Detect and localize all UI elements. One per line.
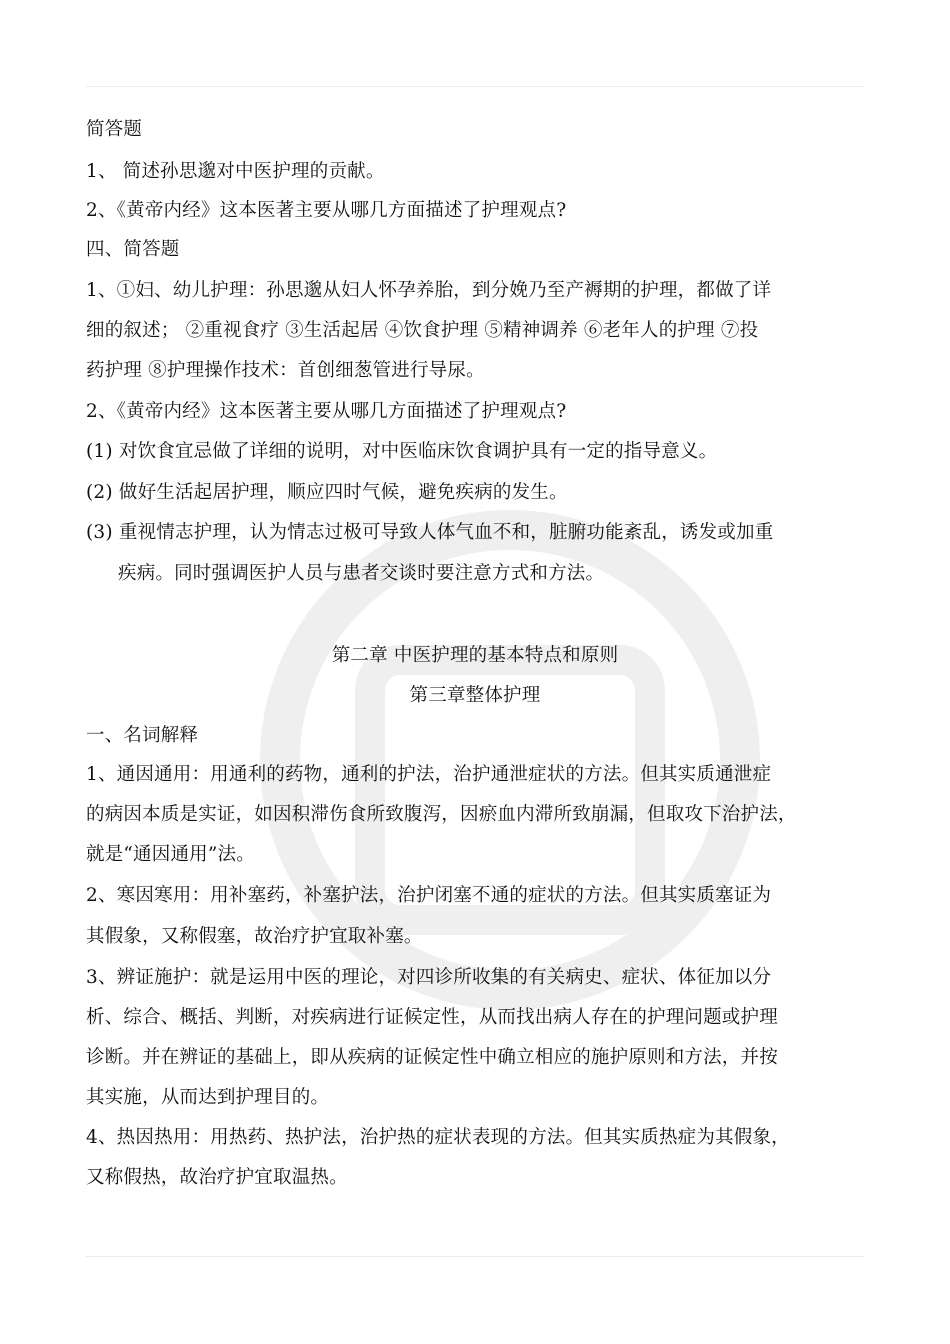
answer-line: (1) 对饮食宜忌做了详细的说明，对中医临床饮食调护具有一定的指导意义。 — [86, 441, 718, 462]
term-definition-line: 4、热因热用：用热药、热护法，治护热的症状表现的方法。但其实质热症为其假象， — [86, 1127, 790, 1148]
section-heading-terms: 一、名词解释 — [86, 725, 199, 746]
top-divider — [86, 86, 864, 87]
answer-line: 1、①妇、幼儿护理：孙思邈从妇人怀孕养胎，到分娩乃至产褥期的护理，都做了详 — [86, 280, 772, 301]
section-heading-short-answer: 简答题 — [86, 119, 143, 140]
question-line: 2、《黄帝内经》这本医著主要从哪几方面描述了护理观点? — [86, 200, 567, 221]
answer-line: 药护理 ⑧护理操作技术：首创细葱管进行导尿。 — [86, 360, 485, 381]
term-definition-line: 析、综合、概括、判断，对疾病进行证候定性，从而找出病人存在的护理问题或护理 — [86, 1007, 778, 1028]
answer-line: 细的叙述； ②重视食疗 ③生活起居 ④饮食护理 ⑤精神调养 ⑥老年人的护理 ⑦投 — [86, 320, 759, 341]
term-definition-line: 其实施，从而达到护理目的。 — [86, 1087, 330, 1108]
bottom-divider — [86, 1256, 864, 1257]
term-definition-line: 的病因本质是实证，如因积滞伤食所致腹泻，因瘀血内滞所致崩漏，但取攻下治护法， — [86, 804, 797, 825]
chapter-title: 第二章 中医护理的基本特点和原则 — [331, 645, 619, 666]
question-line: 1、 简述孙思邈对中医护理的贡献。 — [86, 161, 385, 182]
term-definition-line: 又称假热，故治疗护宜取温热。 — [86, 1167, 348, 1188]
term-definition-line: 其假象，又称假塞，故治疗护宜取补塞。 — [86, 926, 423, 947]
term-definition-line: 1、通因通用：用通利的药物，通利的护法，治护通泄症状的方法。但其实质通泄症 — [86, 764, 772, 785]
answer-line: 2、《黄帝内经》这本医著主要从哪几方面描述了护理观点? — [86, 401, 567, 422]
term-definition-line: 3、辨证施护：就是运用中医的理论，对四诊所收集的有关病史、症状、体征加以分 — [86, 967, 772, 988]
answer-line: (3) 重视情志护理，认为情志过极可导致人体气血不和，脏腑功能紊乱，诱发或加重 — [86, 522, 774, 543]
answer-line: (2) 做好生活起居护理，顺应四时气候，避免疾病的发生。 — [86, 482, 568, 503]
term-definition-line: 诊断。并在辨证的基础上，即从疾病的证候定性中确立相应的施护原则和方法，并按 — [86, 1047, 778, 1068]
chapter-title: 第三章整体护理 — [409, 685, 541, 706]
section-heading-answers: 四、简答题 — [86, 239, 180, 260]
answer-line: 疾病。同时强调医护人员与患者交谈时要注意方式和方法。 — [118, 563, 605, 584]
term-definition-line: 就是“通因通用”法。 — [86, 844, 255, 865]
term-definition-line: 2、寒因寒用：用补塞药，补塞护法，治护闭塞不通的症状的方法。但其实质塞证为 — [86, 885, 772, 906]
